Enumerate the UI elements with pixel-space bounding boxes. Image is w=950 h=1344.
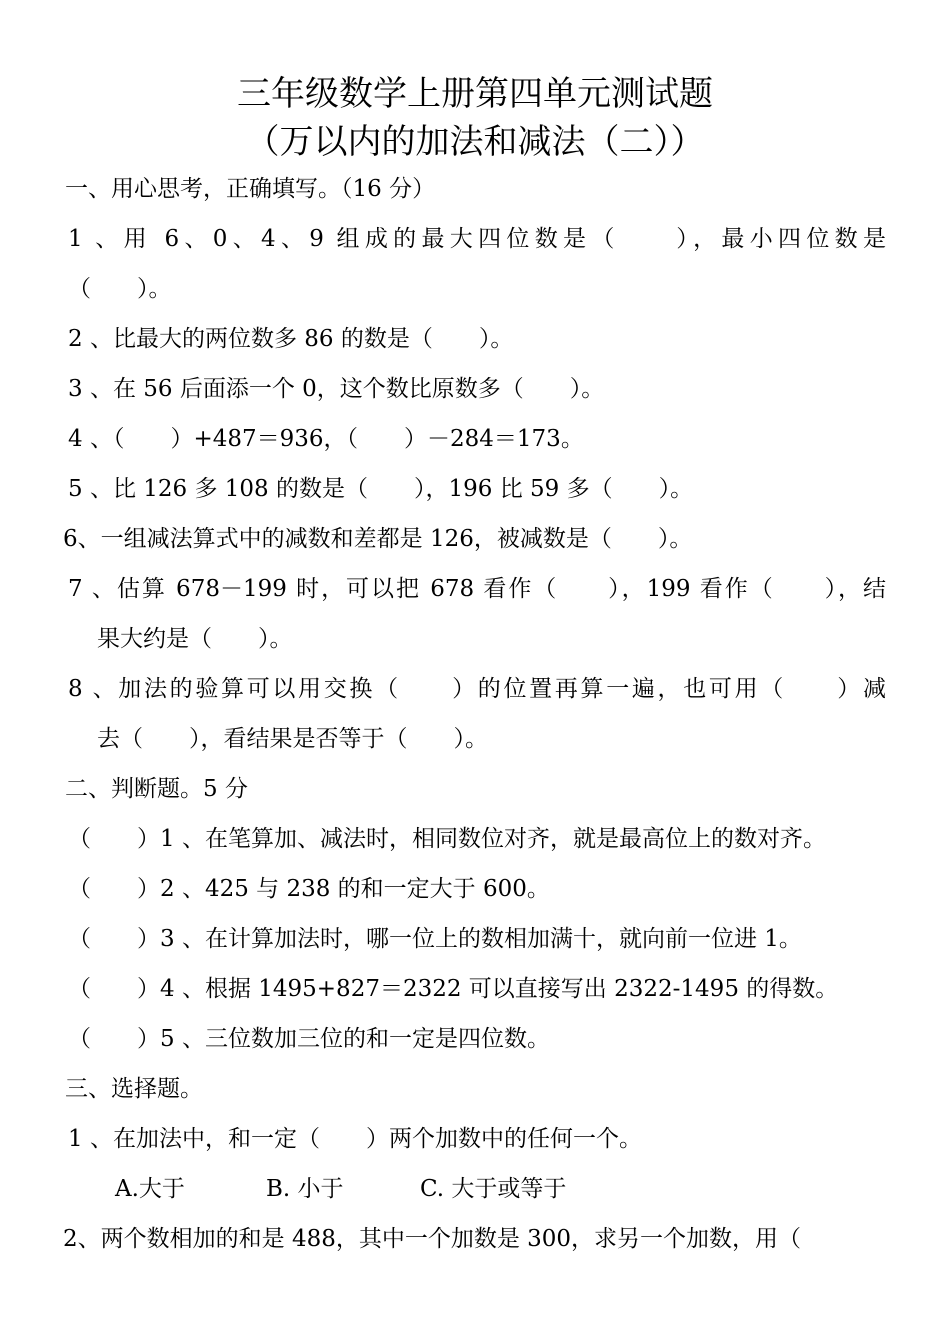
section-3-heading: 三、选择题。 [65, 1076, 203, 1102]
fill-question-3: 3 、在 56 后面添一个 0，这个数比原数多（ ）。 [68, 376, 605, 402]
fill-question-6: 6、一组减法算式中的减数和差都是 126，被减数是（ ）。 [63, 526, 693, 552]
judge-question-4: （ ）4 、根据 1495+827＝2322 可以直接写出 2322-1495 的得数。 [68, 976, 839, 1002]
section-2-heading: 二、判断题。5 分 [65, 776, 248, 802]
worksheet-subtitle: （万以内的加法和减法（二）） [245, 122, 705, 162]
choice-option-a: A.大于 [115, 1176, 185, 1202]
fill-question-8: 8 、加法的验算可以用交换（ ）的位置再算一遍，也可用（ ）减 [68, 676, 886, 702]
choice-question-2: 2、两个数相加的和是 488，其中一个加数是 300，求另一个加数，用（ [63, 1226, 802, 1252]
choice-question-1: 1 、在加法中，和一定（ ）两个加数中的任何一个。 [68, 1126, 642, 1152]
fill-question-5: 5 、比 126 多 108 的数是（ ），196 比 59 多（ ）。 [68, 476, 694, 502]
judge-question-1: （ ）1 、在笔算加、减法时，相同数位对齐，就是最高位上的数对齐。 [68, 826, 826, 852]
fill-question-2: 2 、比最大的两位数多 86 的数是（ ）。 [68, 326, 514, 352]
worksheet-title: 三年级数学上册第四单元测试题 [237, 74, 713, 114]
choice-option-c: C. 大于或等于 [420, 1176, 567, 1202]
fill-question-1-cont: （ ）。 [68, 276, 172, 302]
fill-question-7: 7 、估算 678－199 时，可以把 678 看作（ ），199 看作（ ），结 [68, 576, 886, 602]
judge-question-5: （ ）5 、三位数加三位的和一定是四位数。 [68, 1026, 550, 1052]
judge-question-3: （ ）3 、在计算加法时，哪一位上的数相加满十，就向前一位进 1。 [68, 926, 802, 952]
fill-question-8-cont: 去（ ），看结果是否等于（ ）。 [97, 726, 488, 752]
judge-question-2: （ ）2 、425 与 238 的和一定大于 600。 [68, 876, 550, 902]
fill-question-1: 1 、用 6、0、4、9 组成的最大四位数是（ ），最小四位数是 [68, 226, 886, 252]
section-1-heading: 一、用心思考，正确填写。（16 分） [65, 176, 436, 202]
choice-option-b: B. 小于 [266, 1176, 344, 1202]
fill-question-4: 4 、（ ）+487＝936，（ ）－284＝173。 [68, 426, 584, 452]
fill-question-7-cont: 果大约是（ ）。 [97, 626, 293, 652]
